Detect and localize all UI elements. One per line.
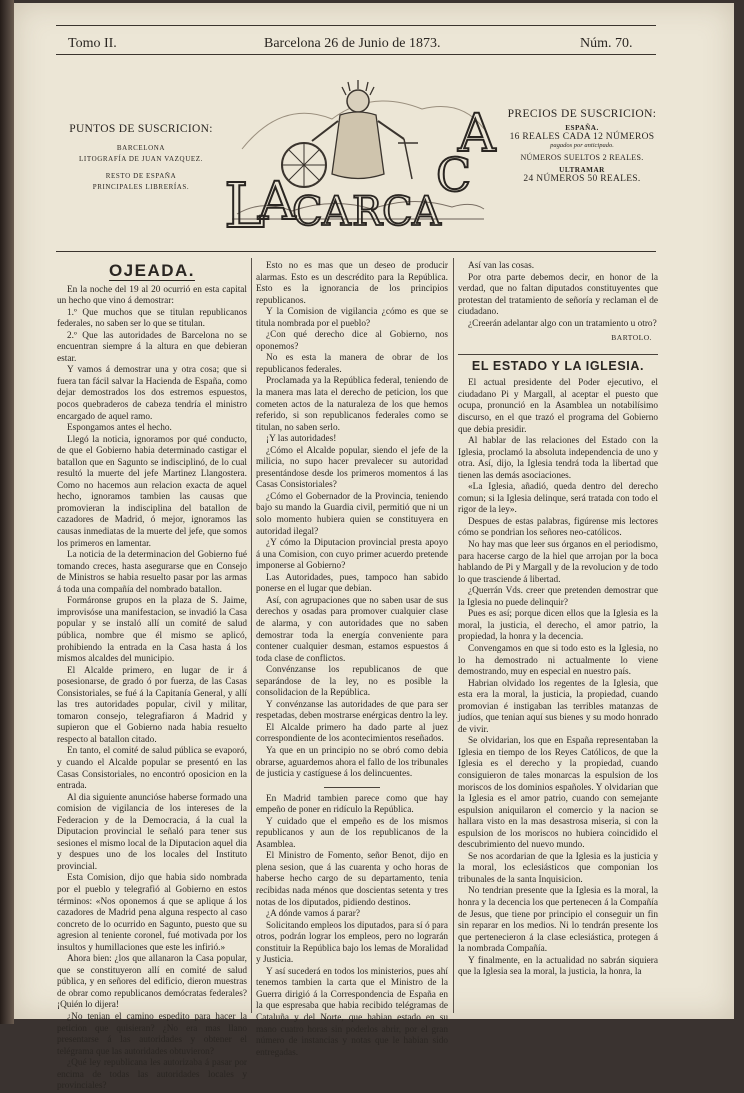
paragraph: Las Autoridades, pues, tampoco han sabido ponerse en el lugar que debian. [256, 572, 448, 595]
columns-top-rule [56, 251, 656, 252]
paragraph: «La Iglesia, añadió, queda dentro del derecho comun; si la Iglesia delinque, será tratada con todo el rigor de la ley». [458, 482, 658, 516]
paragraph: Solicitando empleos los diputados, para sí ó para otros, podrán lograr los empleos, pero no lograrán constituir la República bajo los lemas de Moralidad y Justicia. [256, 920, 448, 966]
subscription-points-title: PUNTOS DE SUSCRICION: [69, 123, 213, 135]
paragraph: Esta Comision, dijo que habia sido nombrada por el pueblo y telegrafió al Gobierno en estos términos: «Nos oponemos á que se aplique á los cazadores de Madrid pena alguna respecto al caso concreto de lo ocurrido en Sagunto, puesto que su agresion al teniente coronel, fué motivada por los insultos y humillaciones que este les infirió.» [57, 873, 247, 953]
issue-number: Núm. 70. [580, 36, 633, 51]
paragraph: No es esta la manera de obrar de los republicanos federales. [256, 353, 448, 375]
paragraph: ¿Y cómo la Diputacion provincial presta apoyo á una Comision, con cuyo primer acuerdo pretende imponerse al Gobierno? [256, 538, 448, 572]
column-divider [251, 258, 252, 1013]
column-divider [453, 258, 454, 1013]
paragraph: ¡Y las autoridades! [266, 434, 337, 445]
header-row [64, 36, 654, 52]
header-rule [56, 54, 656, 55]
overseas-price: 24 NÚMEROS 50 REALES. [523, 174, 641, 184]
paragraph: Proclamada ya la República federal, teniendo de la manera mas lata el derecho de peticion, los que cometen actos de la naturaleza de los que hemos referido, si son republicanos federales como se titulan, no saben serlo. [256, 376, 448, 433]
paragraph: En Madrid tambien parece como que hay empeño de poner en ridículo la República. [256, 793, 448, 816]
paragraph: 1.º Que muchos que se titulan republicanos federales, no saben ser lo que se titulan. [57, 307, 247, 330]
subscription-line: LITOGRAFÍA DE JUAN VAZQUEZ. [79, 155, 203, 163]
paragraph: Y la Comision de vigilancia ¿cómo es que se titula nombrada por el pueblo? [256, 307, 448, 329]
paragraph: Habrian olvidado los regentes de la Iglesia, que esta era la moral, la justicia, la propiedad, cuando promovian é instigaban las terribles matanzas de judíos, que tenian aquí sus bienes y su modo honrado de vivir. [458, 678, 658, 735]
prices-title: PRECIOS DE SUSCRICION: [507, 108, 657, 120]
masthead-letter-r: R [352, 189, 383, 235]
paragraph: Ya que en un principio no se obró como debia obrarse, aguardemos ahora el fallo de los tribunales de justicia y castíguese á los delincuentes. [256, 745, 448, 780]
paragraph: Convénzanse los republicanos de que separándose de la ley, no es posible la consolidacion de la República. [256, 665, 448, 699]
paragraph: ¿Con qué derecho dice al Gobierno, nos oponemos? [256, 330, 448, 352]
paragraph: El Alcalde primero ha dado parte al juez correspondiente de los acontecimientos reseñados. [256, 722, 448, 745]
section-separator [324, 787, 380, 788]
paragraph: Y convénzanse las autoridades de que para ser respetadas, deben mostrarse enérgicas dentro la ley. [256, 699, 448, 722]
author-signature: BARTOLO. [611, 333, 652, 343]
paragraph: Ahora bien: ¿los que allanaron la Casa popular, que se constituyeron allí en comité de salud pública, y en señores del edificio, dieron muestras de obrar como republicanos demócratas federales? ¡Quién lo dijera! [57, 954, 247, 1011]
spain-price: 16 REALES CADA 12 NÚMEROS [509, 132, 655, 142]
dateline: Barcelona 26 de Junio de 1873. [264, 36, 441, 51]
paragraph: No tendrian presente que la Iglesia es la moral, la honra y la decencia los que pertenecen á la Compañía de Jesus, que tiene por principio el conseguir un fin sin reparar en los medios. Ni lo tendrán presente los que pertenecieron á la clase eclesiástica, protegen á la nombrada Compañía. [458, 886, 658, 955]
paragraph: 2.º Que las autoridades de Barcelona no se encuentran siempre á la altura en que debieran estar. [57, 330, 247, 364]
spain-label: ESPAÑA. [565, 124, 599, 132]
column-right [458, 261, 658, 1013]
column-left [57, 261, 247, 1092]
masthead-figure-illustration [222, 79, 496, 242]
masthead-letter-a: A [412, 189, 441, 235]
article-title-ojeada: OJEADA. [108, 261, 196, 280]
newspaper-page [14, 3, 734, 1092]
masthead-letter-l: L [224, 169, 266, 242]
subscription-line: PRINCIPALES LIBRERÍAS. [92, 183, 190, 191]
paragraph: En tanto, el comité de salud pública se evaporó, y cuando el Alcalde popular se presentó en las Casas Consistoriales, no encontró oposicion en la entrada. [57, 746, 247, 792]
book-binding [0, 0, 14, 1024]
paragraph: Se nos acordarian de que la Iglesia es la justicia y la moral, los eclesiásticos que componian los tribunales de la santa Inquisicion. [458, 851, 658, 885]
paragraph: Por otra parte debemos decir, en honor de la verdad, que no faltan diputados constituyentes que protestan del tratamiento de señoría y reclaman el de ciudadano. [458, 272, 658, 318]
paragraph: El Alcalde primero, en lugar de ir á posesionarse, de grado ó por fuerza, de las Casas Consistoriales, se fué á la Capitanía General, y allí las tres autoridades popular, civil y militar, tomaron consejo, telegrafiaron á Madrid y supieron que el Gobierno nada habia resuelto respecto al batallon citado. [57, 665, 247, 745]
paragraph: ¿Querrán Vds. creer que pretenden demostrar que la Iglesia no puede delinquir? [458, 586, 658, 608]
paragraph: Y vamos á demostrar una y otra cosa; que si fuera tan fácil salvar la Hacienda de España, como dejar demostrados los dos estremos espuestos, pocos quebraderos de cabeza tendría el ministro encargado de aquel ramo. [57, 365, 247, 422]
paragraph: Al dia siguiente anuncióse haberse formado una comision de vigilancia de los intereses de la Federacion y de la Democracia, á la cual la Diputacion provincial le señaló para tener sus sesiones el mismo local de la Diputacion aquel dia y despues uno de los locales del Instituto provincial. [57, 792, 247, 872]
paragraph: Convengamos en que si todo esto es la Iglesia, no lo ha demostrado ni actualmente lo viene demostrando, muy en especial en nuestro país. [458, 643, 658, 678]
paragraph: Y cuidado que el empeño es de los mismos republicanos y aun de los republicanos de la Asamblea. [256, 816, 448, 850]
masthead-letter-c: C [436, 148, 472, 202]
paragraph: El actual presidente del Poder ejecutivo, el ciudadano Pi y Margall, al aceptar el puesto que ocupa, pronunció en la Asamblea un notabilísimo discurso, en el que trazó el programa del Gobierno que debia presidir. [458, 378, 658, 435]
paragraph: Despues de estas palabras, figúrense mis lectores cómo se pondrian los señores neo-católicos. [458, 516, 658, 539]
paragraph: No hay mas que leer sus órganos en el periodismo, para hacerse cargo de la hiel que arrojan por la boca hablando de Pi y Margall y de la revolucion y de todo lo que trasciende á libertad. [458, 540, 658, 585]
overseas-label: ULTRAMAR [559, 166, 605, 174]
paragraph: Se olvidarian, los que en España representaban la Iglesia en tiempo de los Reyes Católicos, de que la Iglesia es el derecho y la propiedad, cuando consiguieron de tales monarcas la espulsion de los moriscos de los dominios españoles. Y olvidarian que la Iglesia es el amor patrio, cuando con semejante espulsion aniquilaron el comercio y la nacion se hallara visto en la mas desastrosa miseria, si con la espulsion de los moriscos no hubiera coincidido el descubrimiento del nuevo mundo. [458, 736, 658, 851]
loose-price: NÚMEROS SUELTOS 2 REALES. [520, 153, 644, 162]
spain-note: pagados por anticipado. [550, 142, 614, 149]
paragraph: ¿A dónde vamos á parar? [266, 909, 360, 920]
masthead-letter-a: A [322, 189, 351, 235]
subscription-line: BARCELONA [116, 144, 166, 152]
paragraph: Espongamos antes el hecho. [67, 423, 172, 434]
column-middle [256, 261, 448, 1058]
paragraph: Así, con agrupaciones que no saben usar de sus derechos y osadas para promover cualquier clase de alarma, y con autoridades que no saben demostrar toda la energía conveniente para contener cualquier desman, estamos espuestos á toda clase de conflictos. [256, 595, 448, 664]
paragraph: La noticia de la determinacion del Gobierno fué tomando creces, hasta asegurarse que en Consejo de Ministros se habia resuelto pasar por las armas á toda una compañía del nombrado batallon. [57, 550, 247, 595]
paragraph: ¿Qué ley republicana les autorizaba á pasar por encima de todas las autoridades locales y provinciales? [57, 1058, 247, 1092]
masthead-letter-a: A [458, 104, 496, 164]
paragraph: Esto no es mas que un deseo de producir alarmas. Esto es un descrédito para la República. Esto es la ignorancia de los principios republicanos. [256, 261, 448, 306]
paragraph: El Ministro de Fomento, señor Benot, dijo en plena sesion, que á las cuarenta y ocho horas de haberse hecho cargo de su departamento, tenia recibidas nada ménos que doscientas setenta y tres notas de los diputados, pidiendo destinos. [256, 851, 448, 908]
paragraph: Formáronse grupos en la plaza de S. Jaime, improvisóse una manifestacion, se invadió la Casa popular y se instaló allí un comité de salud pública, nombre que él mismo se aplicó, prohibiendo la entrada en la Casa hasta á los mismos alcaldes del municipio. [57, 596, 247, 665]
volume-label: Tomo II. [68, 36, 117, 51]
masthead-letter-c: C [292, 189, 323, 235]
subscription-points [66, 123, 216, 193]
paragraph: Pues es así; porque dicen ellos que la Iglesia es la moral, la justicia, el derecho, el amor patrio, la propiedad, la honra y la decencia. [458, 609, 658, 643]
paragraph: ¿Creerán adelantar algo con un tratamiento u otro? [468, 318, 657, 329]
article-title-estado: EL ESTADO Y LA IGLESIA. [458, 354, 658, 373]
top-rule [56, 25, 656, 26]
masthead-letter-a: A [258, 172, 296, 232]
paragraph: Y así sucederá en todos los ministerios, pues ahí tenemos tambien la carta que el Ministro de la Guerra dirigió á la Correspondencia de España en la que espresaba que habia recibido telégramas de Cataluña y del Norte, que habian estado en su mano cuatro horas sin poderlos abrir, por el gran número de instancias y notas que le habian sido entregadas. [256, 966, 448, 1058]
paragraph: Y finalmente, en la actualidad no sabrán siquiera que la Iglesia sea la moral, la justicia, la honra, la [458, 955, 658, 978]
paragraph: Llegó la noticia, ignoramos por qué conducto, de que el Gobierno habia determinado castigar el batallon que en Sagunto se indisciplinó, de lo cual resultó la muerte del jefe Martinez Llangostera. Como no hacemos aun relacion exacta de aquel hecho, ignoramos tambien las causas que promovieran la indisciplina del batallon de cazadores de Madrid, ó mejor, ignoramos las causas inmediatas de la muerte del jefe, que somos los primeros en lamentar. [57, 434, 247, 549]
subscription-prices [502, 108, 662, 184]
paragraph: ¿No tenian el camino espedito para hacer la peticion que quisieran? ¿No era mas llano presentarse á las autoridades y obtener el telégrama que las autoridades obtuvieron? [57, 1012, 247, 1057]
paragraph: ¿Cómo el Alcalde popular, siendo el jefe de la milicia, no supo hacer prevalecer su autoridad presentándose desde los primeros momentos á las Casas Consistoriales? [256, 445, 448, 491]
masthead-letter-c: C [382, 189, 413, 235]
paragraph: En la noche del 19 al 20 ocurrió en esta capital un hecho que vino á demostrar: [57, 284, 247, 307]
subscription-line: RESTO DE ESPAÑA [105, 172, 177, 180]
paragraph: Así van las cosas. [468, 261, 535, 271]
masthead-illustration [222, 79, 496, 242]
paragraph: ¿Cómo el Gobernador de la Provincia, teniendo bajo su mando la Guardia civil, permitió que ni un solo momento hubiera quien se constituyera en autoridad ilegal? [256, 491, 448, 537]
paragraph: Al hablar de las relaciones del Estado con la Iglesia, proclamó la absoluta independencia de uno y otra. Así, dijo, la Iglesia tendrá toda la libertad que tienen las demás asociaciones. [458, 436, 658, 481]
